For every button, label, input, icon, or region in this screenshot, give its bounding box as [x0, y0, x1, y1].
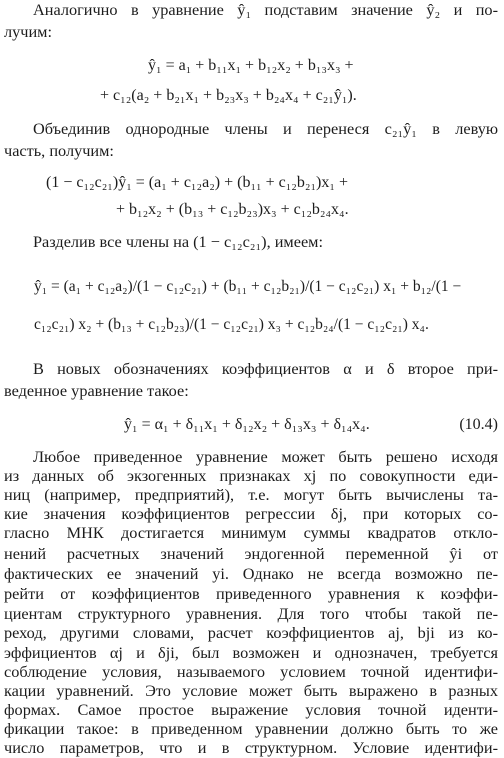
paragraph-4-line-2: веденное уравнение такое: — [4, 381, 189, 400]
equation-2-line-2: + b₁₂x₂ + (b₁₃ + c₁₂b₂₃)x₃ + c₁₂b₂₄x₄. — [116, 201, 349, 218]
paragraph-5-line-9: циентам структурного уравнения. Для того чтобы такой пе- — [4, 604, 498, 623]
paragraph-5-line-5: гласно МНК достигается минимум суммы квадратов откло- — [4, 523, 498, 542]
equation-1-line-2: + c₁₂(a₂ + b₂₁x₁ + b₂₃x₃ + b₂₄x₄ + c₂₁ŷ₁). — [100, 87, 357, 104]
paragraph-5-line-15: фикации такое: в приведенном уравнении должно быть то же — [4, 719, 498, 738]
paragraph-5-line-1: Любое приведенное уравнение может быть решено исходя — [33, 447, 498, 466]
paragraph-5-line-13: кации уравнений. Это условие может быть выражено в разных — [4, 681, 498, 700]
paragraph-2-line-1: Объединив однородные члены и перенеся c₂₁ŷ₁ в левую — [33, 119, 498, 138]
paragraph-5-line-11: эффициентов αj и δji, был возможен и однозначен, требуется — [4, 643, 498, 662]
paragraph-5-line-10: реход, другими словами, расчет коэффициентов aj, bji из ко- — [4, 623, 498, 642]
paragraph-2-line-2: часть, получим: — [4, 141, 114, 160]
paragraph-5-line-16: число параметров, что и в структурном. Условие идентифи- — [4, 738, 498, 757]
paragraph-5-line-14: формах. Самое простое выражение условия точной иденти- — [4, 700, 498, 719]
paragraph-5-line-2: из данных об экзогенных признаках xj по совокупности еди- — [4, 466, 498, 485]
equation-2-line-1: (1 − c₁₂c₂₁)ŷ₁ = (a₁ + c₁₂a₂) + (b₁₁ + c₁₂b₂₁)x₁ + — [46, 174, 348, 191]
paragraph-5-line-7: фактических ее значений yi. Однако не всегда возможно пе- — [4, 564, 498, 583]
equation-3: ŷ₁ = (a₁ + c₁₂a₂)/(1 − c₁₂c₂₁) + (b₁₁ + c₁₂b₂₁)/(1 − c₁₂c₂₁) x₁ + b₁₂/(1 − c₁₂c₂₁) x₂ + (b₁₃ + c₁₂b₂₃)/(1 − c₁₂c₂₁) x₃ + c₁₂b₂₄/(1 − c₁₂c₂₁) x₄. — [34, 278, 462, 333]
equation-4-number: (10.4) — [459, 416, 498, 433]
equation-4: ŷ₁ = α₁ + δ₁₁x₁ + δ₁₂x₂ + δ₁₃x₃ + δ₁₄x₄. — [124, 416, 370, 433]
paragraph-3-line-1: Разделив все члены на (1 − c₁₂c₂₁), имеем: — [33, 232, 324, 251]
paragraph-4-line-1: В новых обозначениях коэффициентов α и δ второе при- — [33, 359, 498, 378]
paragraph-5-line-8: рейти от коэффициентов приведенного уравнения к коэффи- — [4, 584, 498, 603]
paragraph-1-line-1: Аналогично в уравнение ŷ₁ подставим значение ŷ₂ и по- — [33, 0, 498, 19]
equation-1-line-1: ŷ₁ = a₁ + b₁₁x₁ + b₁₂x₂ + b₁₃x₃ + — [148, 57, 354, 74]
paragraph-1-line-2: лучим: — [4, 22, 52, 41]
paragraph-5-line-4: кие значения коэффициентов регрессии δj, при которых со- — [4, 504, 498, 523]
paragraph-5-line-6: нений расчетных значений эндогенной переменной ŷi от — [4, 544, 498, 563]
paragraph-5-line-12: соблюдение условия, называемого условием точной идентифи- — [4, 662, 498, 681]
paragraph-5-line-3: ниц (например, предприятий), т.е. могут быть вычислены та- — [4, 485, 498, 504]
